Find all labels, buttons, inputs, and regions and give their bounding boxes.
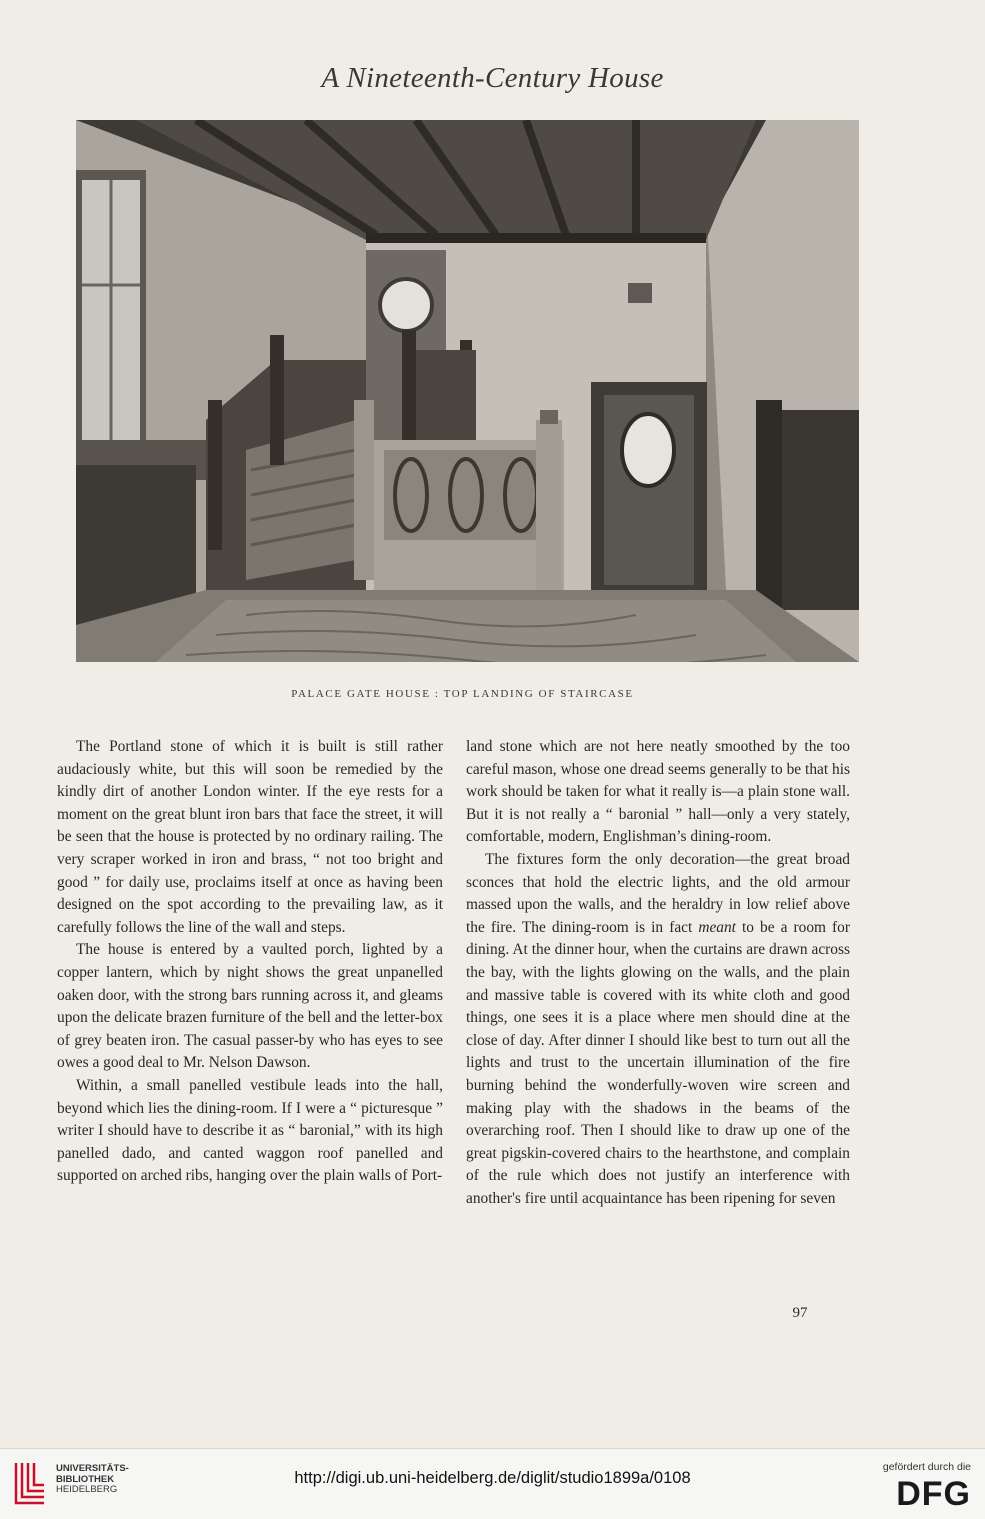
- staircase-illustration: [76, 120, 859, 662]
- paragraph-text: The fixtures form the only decoration—the great broad sconces that hold the electric lights, and the old armour massed upon the walls, and the heraldry in low relief above the fire. The dining-room is in fact: [466, 850, 850, 936]
- running-title: A Nineteenth-Century House: [321, 62, 664, 94]
- paragraph: The house is entered by a vaulted porch, lighted by a copper lantern, which by night shows the great unpanelled oaken door, with the strong bars running across it, and gleams upon the delicate brazen furniture of the bell and the letter-box of grey beaten iron. The casual passer-by who has eyes to see owes a good deal to Mr. Nelson Dawson.: [57, 941, 444, 1072]
- paragraph: The Portland stone of which it is built is still rather audaciously white, but this will soon be remedied by the kindly dirt of another London winter. If the eye rests for a moment on the great blunt iron bars that face the street, it will be seen that the house is protected by no ordinary railing. The very scraper worked in iron and brass, “ not too bright and good ” for daily use, proclaims itself at once as having been designed on the spot according to the prevailing law, as it carefully follows the line of the wall and steps.: [57, 738, 443, 936]
- paragraph: Within, a small panelled vestibule leads into the hall, beyond which lies the dining-room. If I were a “ picturesque ” writer I should have to describe it as “ baronial,” with its high panelled dado, and canted waggon roof panelled and supported on arched ribs, hanging over the plain walls of Port-: [57, 1076, 443, 1185]
- library-name-line: BIBLIOTHEK: [56, 1473, 115, 1485]
- library-name-line: UNIVERSITÄTS-: [56, 1463, 129, 1474]
- library-name-line: HEIDELBERG: [56, 1484, 118, 1495]
- right-column: [466, 736, 850, 1210]
- page-number: 97: [792, 1305, 808, 1321]
- left-column: [57, 736, 443, 1188]
- funder-label: gefördert durch die: [882, 1461, 971, 1473]
- source-url-link[interactable]: http://digi.ub.uni-heidelberg.de/diglit/studio1899a/0108: [294, 1469, 691, 1487]
- digitization-footer: [0, 1448, 985, 1519]
- figure-caption: PALACE GATE HOUSE : TOP LANDING OF STAIRCASE: [291, 688, 634, 700]
- funder-logo: DFG: [896, 1475, 971, 1513]
- paragraph: [466, 849, 850, 1211]
- staircase-photograph: [76, 120, 859, 662]
- emphasis-text: meant: [698, 918, 736, 936]
- paragraph-text: to be a room for dining. At the dinner hour, when the curtains are drawn across the bay, with the lights glowing on the walls, and the plain and massive table is covered with its white cloth and good things, one sees it is a place where men should dine at the close of day. After dinner I should like best to turn out all the lights and trust to the uncertain illumination of the fire burning behind the wonderfully-woven wire screen and making play with the shadows in the beams of the overarching roof. Then I should like to draw up one of the great pigskin-covered chairs to the hearthstone, and complain of the rule which does not justify an interference with another's fire until acquaintance has been ripening for seven: [466, 918, 851, 1207]
- paragraph: land stone which are not here neatly smoothed by the too careful mason, whose one dread seems generally to be that his work should be taken for what it really is—a plain stone wall. But it is not really a “ baronial ” hall—only a very stately, comfortable, modern, Englishman’s dining-room.: [466, 738, 850, 846]
